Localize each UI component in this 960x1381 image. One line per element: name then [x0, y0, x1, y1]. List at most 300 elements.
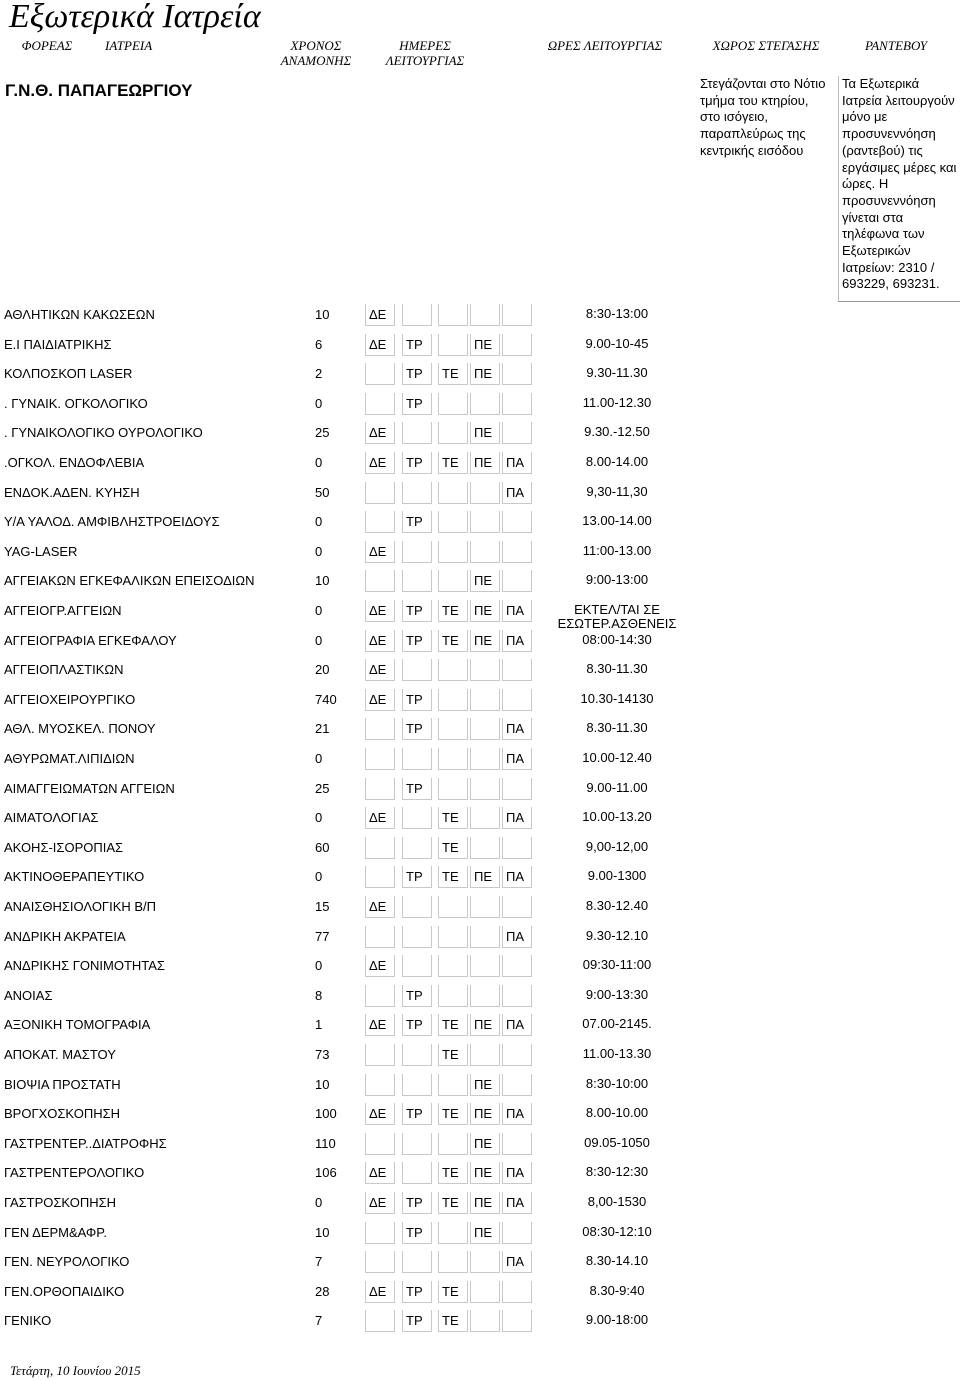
day-cell [402, 1133, 432, 1155]
day-cell: ΤΡ [402, 1281, 432, 1303]
page-title: Εξωτερικά Ιατρεία [9, 0, 261, 35]
day-cell [438, 422, 468, 444]
day-cell [438, 689, 468, 711]
day-cell: ΤΕ [438, 837, 468, 859]
hours: 11.00-12.30 [582, 394, 652, 410]
day-cell: ΤΕ [438, 452, 468, 474]
day-cell [470, 511, 500, 533]
day-cell [402, 1162, 432, 1184]
hours: 08:00-14:30 [582, 631, 652, 647]
day-cell: ΠΕ [470, 1192, 500, 1214]
day-cell [502, 1310, 532, 1332]
day-cell: ΤΕ [438, 807, 468, 829]
day-cell [470, 837, 500, 859]
day-cell: ΤΕ [438, 600, 468, 622]
wait-time: 0 [315, 603, 323, 618]
hours: 9:00-13:00 [585, 572, 649, 588]
day-cell: ΤΡ [402, 1222, 432, 1244]
day-cell [470, 393, 500, 415]
table-row [0, 422, 700, 450]
day-cell [402, 1251, 432, 1273]
wait-time: 28 [315, 1283, 330, 1299]
day-cell [502, 778, 532, 800]
hours: 09:30-11:00 [582, 957, 652, 973]
day-cell [438, 1251, 468, 1273]
day-cell: ΔΕ [365, 600, 395, 622]
table-row [0, 896, 700, 924]
day-cell [470, 778, 500, 800]
day-cell: ΤΕ [438, 630, 468, 652]
day-cell [438, 659, 468, 681]
day-cell [365, 393, 395, 415]
clinic-name: . ΓΥΝΑΙΚ. ΟΓΚΟΛΟΓΙΚΟ [4, 395, 148, 411]
clinic-name: Υ/Α ΥΑΛΟΔ. ΑΜΦΙΒΛΗΣΤΡΟΕΙΔΟΥΣ [4, 514, 220, 530]
day-cell: ΠΕ [470, 600, 500, 622]
day-cell: ΔΕ [365, 541, 395, 563]
clinic-name: YAG-LASER [4, 543, 78, 559]
hours: 9.30-11.30 [586, 365, 648, 381]
day-cell [502, 689, 532, 711]
day-cell [438, 1222, 468, 1244]
table-row [0, 1251, 700, 1279]
wait-time: 0 [315, 455, 323, 470]
clinic-name: ΑΙΜΑΤΟΛΟΓΙΑΣ [4, 810, 99, 826]
hours: 8.30-12.40 [585, 898, 649, 913]
day-cell [438, 334, 468, 356]
clinic-name: ΑΝΑΙΣΘΗΣΙΟΛΟΓΙΚΗ Β/Π [4, 899, 157, 914]
wait-time: 10 [315, 1076, 330, 1092]
clinic-name: ΑΓΓΕΙΑΚΩΝ ΕΓΚΕΦΑΛΙΚΩΝ ΕΠΕΙΣΟΔΙΩΝ [4, 573, 255, 589]
clinic-name: ΑΘΛ. ΜΥΟΣΚΕΛ. ΠΟΝΟΥ [4, 721, 156, 737]
day-cell: ΤΕ [438, 1103, 468, 1125]
clinic-name: ΑΓΓΕΙΟΠΛΑΣΤΙΚΩΝ [4, 662, 124, 678]
day-cell: ΔΕ [365, 955, 395, 977]
day-cell [470, 1281, 500, 1303]
table-row [0, 1162, 700, 1190]
table-row [0, 1222, 700, 1250]
wait-time: 77 [315, 928, 330, 944]
day-cell: ΤΕ [438, 363, 468, 385]
table-row [0, 304, 700, 332]
day-cell [470, 926, 500, 948]
appointment-note: Τα Εξωτερικά Ιατρεία λειτουργούν μόνο με προσυνεννόηση (ραντεβού) τις εργάσιμες μέρες και ώρες. Η προσυνεννόηση γίνεται στα τηλέφωνα των Εξωτερικών Ιατρείων: 2310 / 693229, 693231. [838, 76, 960, 302]
day-cell [502, 511, 532, 533]
day-cell: ΔΕ [365, 304, 395, 326]
table-row [0, 1281, 700, 1309]
day-cell [365, 1251, 395, 1273]
day-cell: ΤΡ [402, 1014, 432, 1036]
header-imeres-line2: ΛΕΙΤΟΥΡΓΙΑΣ [385, 53, 465, 68]
clinic-name: ΑΞΟΝΙΚΗ ΤΟΜΟΓΡΑΦΙΑ [4, 1017, 151, 1033]
day-cell [438, 985, 468, 1007]
day-cell [402, 422, 432, 444]
day-cell [470, 985, 500, 1007]
wait-time: 0 [315, 869, 323, 885]
clinic-name: ΑΓΓΕΙΟΓΡΑΦΙΑ ΕΓΚΕΦΑΛΟΥ [4, 632, 177, 648]
hours: 8.00-10.00 [585, 1105, 649, 1121]
day-cell: ΤΡ [402, 511, 432, 533]
day-cell [365, 985, 395, 1007]
day-cell [438, 926, 468, 948]
hours: 13.00-14.00 [582, 513, 652, 529]
table-row [0, 807, 700, 835]
day-cell [402, 570, 432, 592]
day-cell: ΠΑ [502, 1014, 532, 1036]
day-cell [365, 1074, 395, 1096]
clinic-name: ΒΡΟΓΧΟΣΚΟΠΗΣΗ [4, 1106, 121, 1122]
wait-time: 7 [315, 1313, 323, 1329]
clinic-name: ΓΕΝΙΚΟ [4, 1313, 52, 1329]
hours: 8,00-1530 [587, 1194, 647, 1209]
day-cell [365, 363, 395, 385]
day-cell: ΤΡ [402, 630, 432, 652]
day-cell [502, 1074, 532, 1096]
day-cell [438, 778, 468, 800]
day-cell [438, 304, 468, 326]
hospital-name: Γ.Ν.Θ. ΠΑΠΑΓΕΩΡΓΙΟΥ [5, 81, 193, 100]
hours: 9.00-1300 [587, 868, 647, 884]
day-cell [438, 570, 468, 592]
table-row [0, 748, 700, 776]
day-cell [402, 541, 432, 563]
day-cell: ΔΕ [365, 1192, 395, 1214]
day-cell: ΤΡ [402, 778, 432, 800]
day-cell [470, 748, 500, 770]
hours: 8:30-10:00 [585, 1075, 649, 1091]
hours: 8.30-14.10 [585, 1253, 649, 1269]
day-cell [502, 896, 532, 918]
wait-time: 50 [315, 484, 330, 500]
day-cell [502, 422, 532, 444]
day-cell [365, 1133, 395, 1155]
day-cell [502, 570, 532, 592]
hours: 9:00-13:30 [585, 986, 649, 1002]
header-imeres [375, 38, 475, 68]
day-cell [402, 304, 432, 326]
day-cell [470, 718, 500, 740]
day-cell [365, 570, 395, 592]
table-row [0, 1192, 700, 1220]
day-cell [365, 1044, 395, 1066]
wait-time: 20 [315, 662, 330, 678]
clinic-name: ΑΓΓΕΙΟΧΕΙΡΟΥΡΓΙΚΟ [4, 691, 136, 707]
hours: 10.00-13.20 [582, 809, 652, 825]
day-cell [402, 1074, 432, 1096]
hours: 11.00-13.30 [582, 1046, 652, 1061]
day-cell: ΠΑ [502, 1251, 532, 1273]
clinic-name: ΓΑΣΤΡΕΝΤΕΡΟΛΟΓΙΚΟ [4, 1165, 145, 1181]
day-cell [438, 1133, 468, 1155]
day-cell: ΠΑ [502, 630, 532, 652]
clinic-name: ΑΘΛΗΤΙΚΩΝ ΚΑΚΩΣΕΩΝ [4, 307, 155, 322]
wait-time: 0 [315, 395, 323, 411]
day-cell [438, 393, 468, 415]
table-row [0, 866, 700, 894]
day-cell [502, 304, 532, 326]
day-cell [402, 807, 432, 829]
table-row [0, 1014, 700, 1042]
day-cell [470, 807, 500, 829]
hours: 9.00-18:00 [585, 1312, 649, 1328]
table-row [0, 630, 700, 658]
day-cell [470, 541, 500, 563]
clinic-name: ΒΙΟΨΙΑ ΠΡΟΣΤΑΤΗ [4, 1076, 121, 1092]
day-cell: ΠΑ [502, 1162, 532, 1184]
wait-time: 2 [315, 366, 323, 382]
clinic-name: ΓΕΝ.ΟΡΘΟΠΑΙΔΙΚΟ [4, 1283, 125, 1299]
table-row [0, 1310, 700, 1338]
day-cell: ΤΕ [438, 866, 468, 888]
day-cell [438, 541, 468, 563]
day-cell: ΤΡ [402, 866, 432, 888]
header-rantevou: ΡΑΝΤΕΒΟΥ [864, 38, 928, 53]
hours: 9.00-11.00 [586, 779, 648, 795]
day-cell: ΤΡ [402, 985, 432, 1007]
day-cell: ΤΡ [402, 452, 432, 474]
day-cell: ΔΕ [365, 807, 395, 829]
table-row [0, 659, 700, 687]
day-cell [402, 955, 432, 977]
day-cell: ΠΕ [470, 334, 500, 356]
day-cell: ΔΕ [365, 630, 395, 652]
table-row [0, 393, 700, 421]
header-xronos-line2: ΑΝΑΜΟΝΗΣ [280, 53, 352, 68]
table-row [0, 985, 700, 1013]
day-cell: ΠΕ [470, 1222, 500, 1244]
table-row [0, 837, 700, 865]
hours: 9.30-12.10 [585, 927, 649, 943]
wait-time: 0 [315, 751, 323, 766]
clinic-name: ΓΑΣΤΡΟΣΚΟΠΗΣΗ [4, 1195, 117, 1210]
day-cell: ΤΕ [438, 1162, 468, 1184]
day-cell [470, 955, 500, 977]
day-cell: ΤΡ [402, 1310, 432, 1332]
day-cell: ΠΕ [470, 363, 500, 385]
day-cell [502, 393, 532, 415]
table-row [0, 334, 700, 362]
day-cell [470, 689, 500, 711]
day-cell: ΤΕ [438, 1044, 468, 1066]
table-row [0, 511, 700, 539]
day-cell: ΠΑ [502, 866, 532, 888]
clinic-name: ΑΝΔΡΙΚΗ ΑΚΡΑΤΕΙΑ [4, 928, 126, 944]
day-cell [470, 1251, 500, 1273]
day-cell: ΠΑ [502, 926, 532, 948]
day-cell [365, 926, 395, 948]
day-cell [438, 955, 468, 977]
wait-time: 73 [315, 1047, 330, 1062]
hours: 09.05-1050 [584, 1134, 650, 1150]
day-cell: ΤΡ [402, 689, 432, 711]
clinic-name: ΓΕΝ ΔΕΡΜ&ΑΦΡ. [4, 1224, 107, 1240]
day-cell: ΔΕ [365, 659, 395, 681]
header-xronos [272, 38, 360, 68]
clinic-name: . ΓΥΝΑΙΚΟΛΟΓΙΚΟ ΟΥΡΟΛΟΓΙΚΟ [4, 425, 203, 441]
header-imeres-line1: ΗΜΕΡΕΣ [399, 38, 451, 53]
hours: 8:30-13:00 [585, 306, 649, 321]
day-cell [502, 1133, 532, 1155]
day-cell: ΤΕ [438, 1014, 468, 1036]
day-cell [365, 837, 395, 859]
day-cell [502, 363, 532, 385]
hours: 8.30-11.30 [586, 720, 648, 736]
clinic-name: Ε.Ι ΠΑΙΔΙΑΤΡΙΚΗΣ [4, 336, 112, 352]
table-row [0, 541, 700, 569]
table-row [0, 570, 700, 598]
hours: 8:30-12:30 [585, 1164, 649, 1180]
day-cell [438, 896, 468, 918]
table-row [0, 600, 700, 631]
header-foreis: ΦΟΡΕΑΣ [21, 38, 73, 53]
clinic-name: ΑΠΟΚΑΤ. ΜΑΣΤΟΥ [4, 1047, 116, 1062]
day-cell: ΠΕ [470, 1133, 500, 1155]
wait-time: 1 [315, 1017, 323, 1033]
day-cell [470, 1310, 500, 1332]
day-cell [502, 541, 532, 563]
day-cell: ΔΕ [365, 334, 395, 356]
day-cell [502, 659, 532, 681]
clinic-name: .ΟΓΚΟΛ. ΕΝΔΟΦΛΕΒΙΑ [4, 455, 145, 470]
footer-date: Τετάρτη, 10 Ιουνίου 2015 [10, 1363, 141, 1378]
day-cell [402, 748, 432, 770]
day-cell [402, 1044, 432, 1066]
table-row [0, 363, 700, 391]
day-cell [365, 718, 395, 740]
hours: 9,30-11,30 [586, 483, 648, 499]
wait-time: 6 [315, 336, 323, 352]
day-cell: ΤΡ [402, 1192, 432, 1214]
header-ores: ΩΡΕΣ ΛΕΙΤΟΥΡΓΙΑΣ [547, 38, 663, 53]
hours: 8.00-14.00 [585, 454, 649, 469]
hours: 8.30-9:40 [589, 1282, 645, 1298]
clinic-name: ΑΘΥΡΩΜΑΤ.ΛΙΠΙΔΙΩΝ [4, 751, 135, 766]
day-cell [502, 1281, 532, 1303]
hours: 11:00-13.00 [582, 542, 652, 558]
day-cell: ΤΡ [402, 600, 432, 622]
day-cell: ΠΑ [502, 1103, 532, 1125]
header-iatreia: ΙΑΤΡΕΙΑ [105, 38, 153, 53]
day-cell [402, 896, 432, 918]
day-cell: ΠΑ [502, 718, 532, 740]
day-cell: ΔΕ [365, 896, 395, 918]
wait-time: 110 [315, 1135, 336, 1151]
day-cell [365, 748, 395, 770]
day-cell: ΔΕ [365, 1162, 395, 1184]
day-cell: ΠΑ [502, 452, 532, 474]
wait-time: 100 [315, 1106, 337, 1122]
day-cell [438, 482, 468, 504]
day-cell: ΔΕ [365, 1103, 395, 1125]
wait-time: 10 [315, 573, 330, 589]
day-cell: ΤΡ [402, 1103, 432, 1125]
wait-time: 0 [315, 1195, 323, 1210]
day-cell [470, 304, 500, 326]
header-xronos-line1: ΧΡΟΝΟΣ [290, 38, 342, 53]
day-cell [402, 482, 432, 504]
day-cell [365, 511, 395, 533]
day-cell: ΔΕ [365, 452, 395, 474]
day-cell [365, 482, 395, 504]
wait-time: 0 [315, 958, 323, 974]
wait-time: 15 [315, 899, 330, 914]
table-row [0, 778, 700, 806]
day-cell [365, 1222, 395, 1244]
day-cell: ΔΕ [365, 689, 395, 711]
hours: 07.00-2145. [582, 1016, 652, 1032]
clinic-name: ΑΚΟΗΣ-ΙΣΟΡΟΠΙΑΣ [4, 839, 124, 855]
day-cell: ΠΕ [470, 1074, 500, 1096]
clinic-name: ΑΝΔΡΙΚΗΣ ΓΟΝΙΜΟΤΗΤΑΣ [4, 958, 165, 974]
housing-note: Στεγάζονται στο Νότιο τμήμα του κτηρίου, στο ισόγειο, παραπλεύρως της κεντρικής εισόδου [700, 76, 826, 158]
wait-time: 7 [315, 1254, 323, 1270]
clinic-name: ΕΝΔΟΚ.ΑΔΕΝ. ΚΥΗΣΗ [4, 484, 140, 500]
table-row [0, 1103, 700, 1131]
day-cell [365, 1310, 395, 1332]
day-cell: ΠΑ [502, 807, 532, 829]
day-cell [470, 896, 500, 918]
table-row [0, 1044, 700, 1072]
day-cell [438, 718, 468, 740]
day-cell: ΤΡ [402, 334, 432, 356]
table-row [0, 689, 700, 717]
day-cell: ΔΕ [365, 1014, 395, 1036]
clinic-name: ΑΓΓΕΙΟΓΡ.ΑΓΓΕΙΩΝ [4, 603, 122, 618]
day-cell: ΤΕ [438, 1192, 468, 1214]
day-cell [502, 1222, 532, 1244]
day-cell [365, 778, 395, 800]
day-cell [502, 837, 532, 859]
day-cell: ΠΕ [470, 630, 500, 652]
day-cell: ΔΕ [365, 1281, 395, 1303]
wait-time: 0 [315, 810, 323, 826]
day-cell [438, 511, 468, 533]
day-cell: ΠΑ [502, 748, 532, 770]
day-cell [402, 926, 432, 948]
day-cell [365, 866, 395, 888]
table-row [0, 955, 700, 983]
table-row [0, 482, 700, 510]
clinic-name: ΑΝΟΙΑΣ [4, 987, 53, 1003]
day-cell: ΠΑ [502, 482, 532, 504]
table-row [0, 452, 700, 480]
day-cell [438, 1074, 468, 1096]
day-cell: ΔΕ [365, 422, 395, 444]
day-cell: ΤΡ [402, 363, 432, 385]
hours: 08:30-12:10 [582, 1223, 652, 1239]
wait-time: 60 [315, 839, 330, 855]
day-cell [502, 955, 532, 977]
hours: ΕΚΤΕΛ/ΤΑΙ ΣΕ ΕΣΩΤΕΡ.ΑΣΘΕΝΕΙΣ [557, 602, 677, 631]
wait-time: 0 [315, 514, 323, 530]
wait-time: 25 [315, 425, 330, 441]
day-cell [502, 1044, 532, 1066]
hours: 9.00-10-45 [585, 335, 649, 351]
table-row [0, 926, 700, 954]
wait-time: 10 [315, 1224, 330, 1240]
wait-time: 0 [315, 543, 323, 559]
table-row [0, 718, 700, 746]
day-cell: ΠΑ [502, 1192, 532, 1214]
day-cell: ΠΕ [470, 1014, 500, 1036]
wait-time: 0 [315, 632, 323, 648]
wait-time: 106 [315, 1165, 337, 1181]
day-cell: ΤΕ [438, 1281, 468, 1303]
day-cell: ΠΕ [470, 570, 500, 592]
clinic-name: ΑΙΜΑΓΓΕΙΩΜΑΤΩΝ ΑΓΓΕΙΩΝ [4, 780, 175, 796]
hours: 9.30.-12.50 [584, 424, 650, 440]
hours: 9,00-12,00 [585, 838, 649, 854]
clinic-name: ΚΟΛΠΟΣΚΟΠ LASER [4, 366, 133, 382]
